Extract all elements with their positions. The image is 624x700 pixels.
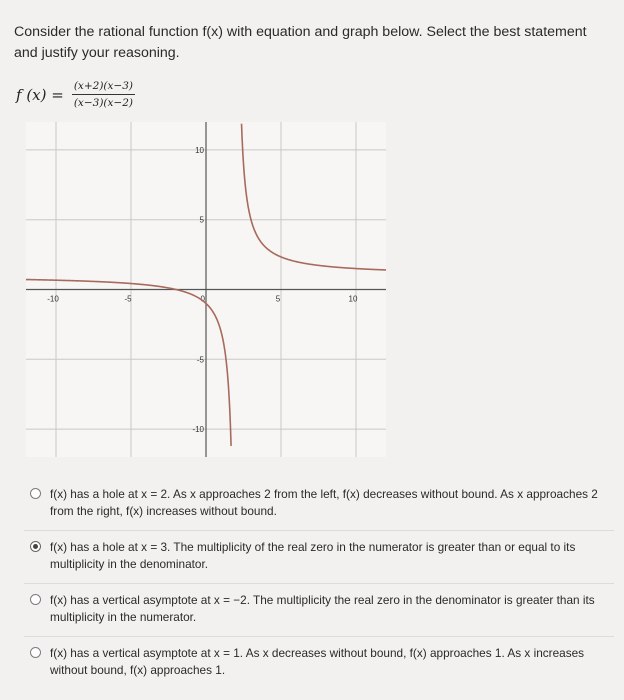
radio-button-4[interactable] [30,647,41,658]
graph-svg [26,122,386,457]
y-tick-label: -5 [196,355,204,365]
formula-numerator: (x+2)(x−3) [72,80,135,95]
answer-option-1[interactable] [24,478,614,530]
answer-option-2-label: f(x) has a hole at x = 3. The multiplicity of the real zero in the numerator is greater than or equal to its multiplicity in the denominator. [50,540,576,571]
function-graph [26,122,386,457]
answer-option-1-label: f(x) has a hole at x = 2. As x approaches 2 from the left, f(x) decreases without bound. As x approaches 2 from the right, f(x) increases without bound. [50,487,598,518]
formula-lhs: f (x) = [16,85,64,104]
y-tick-label: 10 [195,145,204,155]
x-tick-label: 10 [348,294,358,304]
y-tick-label: 5 [199,215,204,225]
answer-option-3[interactable] [24,583,614,636]
question-text: Consider the rational function f(x) with equation and graph below. Select the best statement and justify your reasoning. [14,24,587,61]
answer-options [24,478,614,689]
answer-option-4-label: f(x) has a vertical asymptote at x = 1. As x decreases without bound, f(x) approaches 1. As x increases without bound, f(x) approaches 1. [50,646,585,677]
answer-option-4[interactable] [24,636,614,689]
function-formula [16,80,135,109]
formula-fraction [72,80,135,109]
x-tick-label: -10 [47,294,59,304]
formula-denominator: (x−3)(x−2) [73,97,134,109]
radio-button-2[interactable] [30,541,41,552]
answer-option-2[interactable] [24,530,614,583]
answer-option-3-label: f(x) has a vertical asymptote at x = −2. The multiplicity the real zero in the denominator is greater than its multiplicity in the numerator. [50,593,595,624]
radio-button-1[interactable] [30,488,41,499]
x-tick-label: 0 [200,294,205,304]
x-tick-label: 5 [275,294,281,304]
y-tick-label: -10 [192,425,204,435]
x-tick-label: -5 [124,294,132,304]
radio-button-3[interactable] [30,594,41,605]
